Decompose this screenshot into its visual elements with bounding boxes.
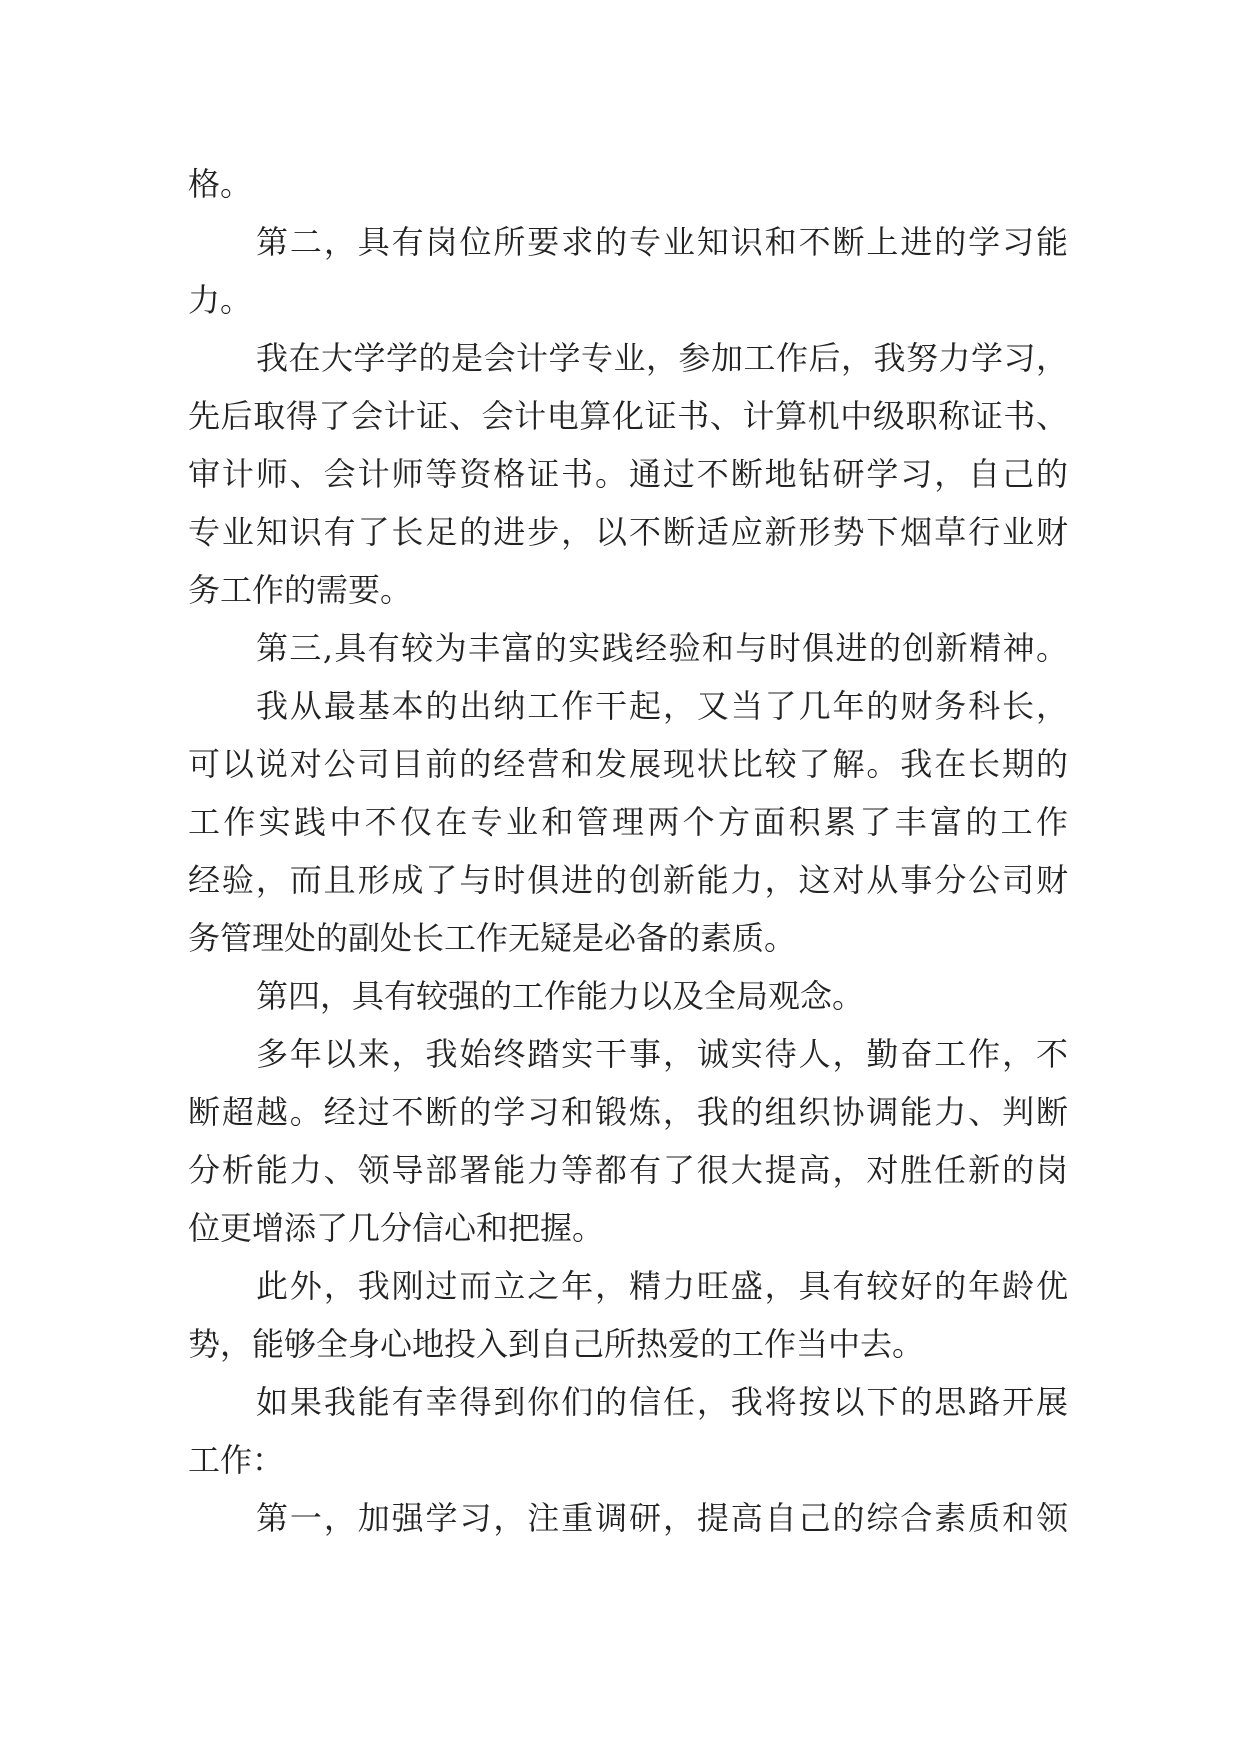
text-line: 先后取得了会计证、会计电算化证书、计算机中级职称证书、 — [188, 397, 1068, 435]
document-body — [188, 155, 1068, 1547]
text-line: 专业知识有了长足的进步，以不断适应新形势下烟草行业财 — [188, 513, 1068, 551]
text-line: 我从最基本的出纳工作干起，又当了几年的财务科长， — [256, 687, 1068, 725]
text-line: 审计师、会计师等资格证书。通过不断地钻研学习，自己的 — [188, 455, 1068, 493]
text-line: 势，能够全身心地投入到自己所热爱的工作当中去。 — [188, 1325, 925, 1363]
text-line: 第二，具有岗位所要求的专业知识和不断上进的学习能 — [256, 223, 1068, 261]
text-line: 工作实践中不仅在专业和管理两个方面积累了丰富的工作 — [188, 803, 1068, 841]
text-line: 位更增添了几分信心和把握。 — [188, 1209, 605, 1247]
text-line: 多年以来，我始终踏实干事，诚实待人，勤奋工作，不 — [256, 1035, 1068, 1073]
text-line: 第三,具有较为丰富的实践经验和与时俱进的创新精神。 — [256, 629, 1068, 667]
text-line: 格。 — [188, 165, 253, 203]
text-line: 第一，加强学习，注重调研，提高自己的综合素质和领 — [256, 1499, 1068, 1537]
text-line: 可以说对公司目前的经营和发展现状比较了解。我在长期的 — [188, 745, 1068, 783]
text-line: 第四，具有较强的工作能力以及全局观念。 — [256, 977, 865, 1015]
text-line: 务管理处的副处长工作无疑是必备的素质。 — [188, 919, 797, 957]
text-line: 此外，我刚过而立之年，精力旺盛，具有较好的年龄优 — [256, 1267, 1068, 1305]
text-line: 分析能力、领导部署能力等都有了很大提高，对胜任新的岗 — [188, 1151, 1068, 1189]
text-line: 工作： — [188, 1441, 285, 1479]
text-line: 务工作的需要。 — [188, 571, 413, 609]
text-line: 我在大学学的是会计学专业，参加工作后，我努力学习， — [256, 339, 1068, 377]
text-line: 经验，而且形成了与时俱进的创新能力，这对从事分公司财 — [188, 861, 1068, 899]
text-line: 如果我能有幸得到你们的信任，我将按以下的思路开展 — [256, 1383, 1068, 1421]
text-line: 力。 — [188, 281, 253, 319]
text-line: 断超越。经过不断的学习和锻炼，我的组织协调能力、判断 — [188, 1093, 1068, 1131]
